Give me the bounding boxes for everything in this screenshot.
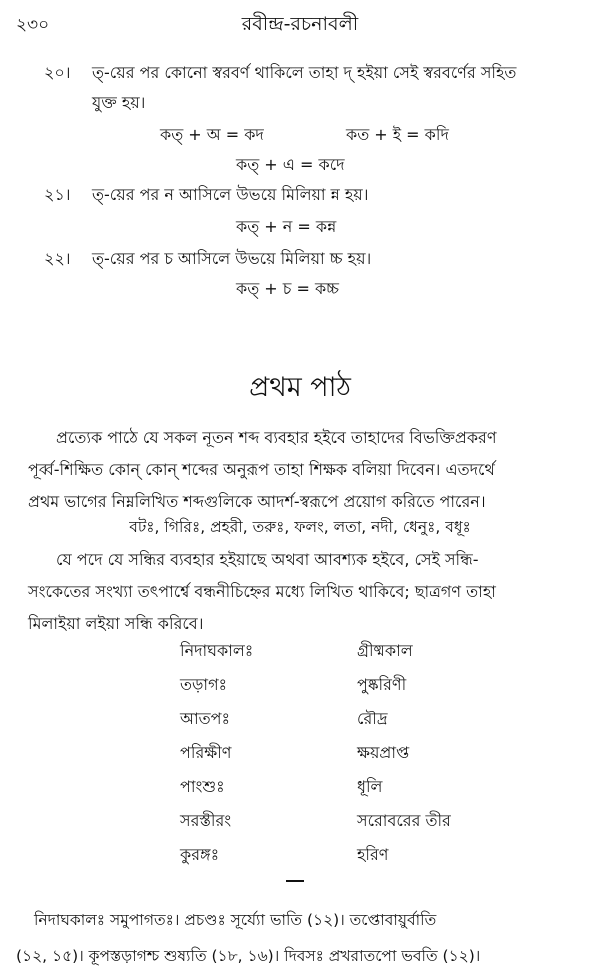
paragraph-line: পূর্ব্ব-শিক্ষিত কোন্ কোন্ শব্দের অনুরূপ তাহা শিক্ষক বলিয়া দিবেন। এতদর্থে: [28, 460, 495, 479]
rule-text-line: ত্-য়ের পর ন আসিলে উভয়ে মিলিয়া ন্ন হয়।: [92, 185, 369, 204]
equation: কত + ই = কদি: [346, 125, 449, 144]
glossary-term: পরিক্ষীণ: [180, 743, 232, 762]
glossary-row: [0, 636, 600, 670]
glossary-term: তড়াগঃ: [180, 675, 228, 694]
exercise-text: [16, 902, 591, 974]
glossary-term: কুরঙ্গঃ: [180, 845, 220, 864]
glossary-term: সরস্তীরং: [180, 811, 232, 830]
paragraph-line: সংকেতের সংখ্যা তৎপার্শ্বে বন্ধনীচিহ্নের মধ্যে লিখিত থাকিবে; ছাত্রগণ তাহা: [28, 582, 496, 601]
glossary-row: [0, 806, 600, 840]
equation: কত্ + ন = কন্ন: [236, 217, 337, 236]
rule-number: ২১।: [44, 185, 71, 204]
page-header: [0, 8, 600, 36]
glossary-meaning: গ্রীষ্মকাল: [357, 641, 413, 660]
paragraph-line: প্রথম ভাগের নিম্নলিখিত শব্দগুলিকে আদর্শ-স্বরূপে প্রয়োগ করিতে পারেন।: [28, 492, 486, 511]
section-divider: [286, 880, 304, 882]
equation: কত্ + চ = কচ্চ: [236, 279, 340, 298]
glossary-meaning: রৌদ্র: [357, 709, 388, 728]
rule-number: ২২।: [44, 249, 71, 268]
running-title: রবীন্দ্র-রচনাবলী: [241, 13, 359, 35]
instruction-paragraph: [28, 422, 578, 518]
exercise-line: নিদাঘকালঃ সমুপাগতঃ। প্রচণ্ডঃ সূর্য্যো ভাতি (১২)। তপ্তোবায়ুর্বাতি: [34, 911, 437, 929]
glossary-meaning: হরিণ: [357, 845, 389, 864]
rule-number: ২০।: [44, 63, 71, 82]
glossary-term: নিদাঘকালঃ: [180, 641, 254, 660]
exercise-line: (১২, ১৫)। কূপস্তড়াগশ্চ শুষ্যতি (১৮, ১৬)। দিবসঃ প্রখরাতপো ভবতি (১২)।: [16, 947, 481, 965]
lesson-heading: প্রথম পাঠ: [249, 372, 351, 403]
paragraph-line: যে পদে যে সন্ধির ব্যবহার হইয়াছে অথবা আবশ্যক হইবে, সেই সন্ধি-: [56, 550, 479, 569]
equation: কত্ + অ = কদ: [160, 125, 264, 144]
glossary-row: [0, 840, 600, 874]
glossary-meaning: ক্ষয়প্রাপ্ত: [357, 743, 410, 762]
paragraph-line: প্রত্যেক পাঠে যে সকল নূতন শব্দ ব্যবহার হইবে তাহাদের বিভক্তিপ্রকরণ: [56, 428, 497, 447]
example-words: বটঃ, গিরিঃ, প্রহরী, তরুঃ, ফলং, লতা, নদী, ধেনুঃ, বধূঃ: [129, 518, 471, 536]
glossary-term: পাংশুঃ: [180, 777, 225, 796]
glossary-row: [0, 772, 600, 806]
paragraph-line: মিলাইয়া লইয়া সন্ধি করিবে।: [28, 614, 204, 633]
glossary-row: [0, 670, 600, 704]
instruction-paragraph: [28, 544, 578, 640]
glossary-term: আতপঃ: [180, 709, 231, 728]
glossary-meaning: ধূলি: [357, 777, 383, 796]
glossary-meaning: সরোবরের তীর: [357, 811, 451, 830]
page-number: ২৩০: [16, 15, 50, 35]
glossary-row: [0, 738, 600, 772]
equation: কত্ + এ = কদে: [236, 155, 345, 174]
rule-text-line: যুক্ত হয়।: [92, 93, 146, 112]
rule-text-line: ত্-য়ের পর চ আসিলে উভয়ে মিলিয়া চ্চ হয়।: [92, 249, 372, 268]
glossary-row: [0, 704, 600, 738]
glossary-meaning: পুষ্করিণী: [357, 675, 407, 694]
rule-text-line: ত্-য়ের পর কোনো স্বরবর্ণ থাকিলে তাহা দ্ হইয়া সেই স্বরবর্ণের সহিত: [92, 63, 517, 82]
